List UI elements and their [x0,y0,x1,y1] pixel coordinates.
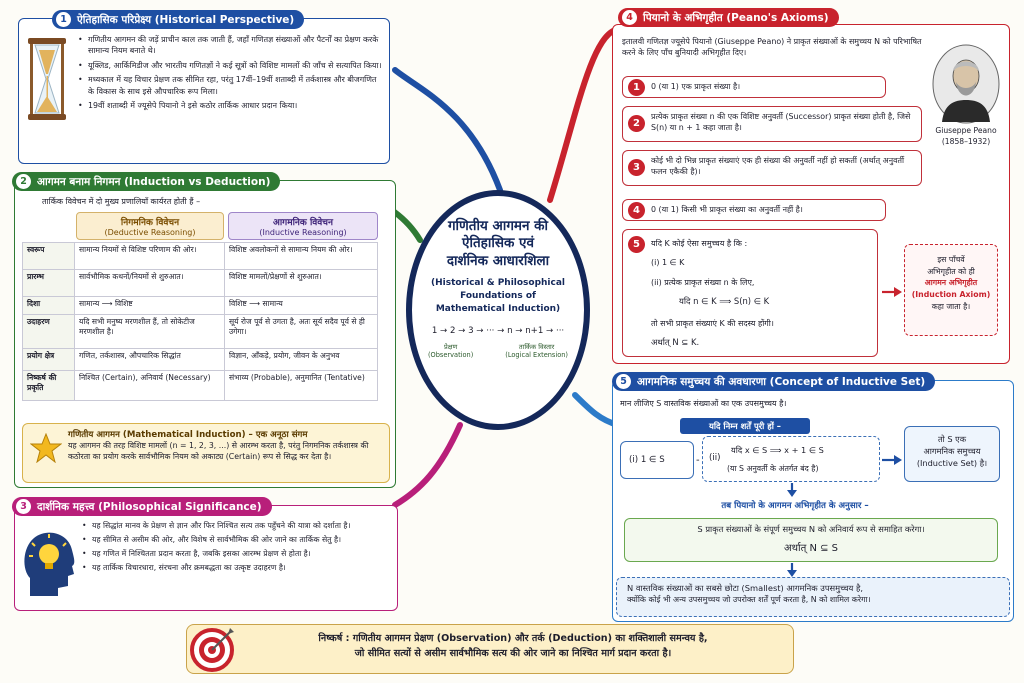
table-row: प्रयोग क्षेत्र गणित, तर्कशास्त्र, औपचारिक सिद्धांत विज्ञान, आँकड़े, प्रयोग, जीवन के अनुभव [23,349,378,371]
comparison-table [22,242,378,401]
conclusion-text: निष्कर्ष : गणितीय आगमन प्रेक्षण (Observation) और तर्क (Deduction) का शक्तिशाली समन्वय है, जो सीमित सत्यों से असीम सार्वभौमिक सत्य की ओर जाने का निश्चित मार्ग प्रदान करता है। [318,633,708,660]
axiom-5-induction: 5 यदि K कोई ऐसा समुच्चय है कि : (i) 1 ∈ K (ii) प्रत्येक प्राकृत संख्या n के लिए, यदि n ∈ K ⟹ S(n) ∈ K तो सभी प्राकृत संख्याएं K की सदस्य होंगी। अर्थात् N ⊆ K. [622,229,878,357]
head-lightbulb-icon [20,526,78,598]
chain-labels: प्रेक्षण (Observation) तार्किक विस्तार (Logical Extension) [427,342,568,359]
table-row: स्वरूप सामान्य नियमों से विशिष्ट परिणाम की ओर। विशिष्ट अवलोकनों से सामान्य नियम की ओर। [23,243,378,270]
axiom-4: 4 0 (या 1) किसी भी प्राकृत संख्या का अनुवर्ती नहीं है। [622,199,886,221]
section-1-header: 1 ऐतिहासिक परिप्रेक्ष्य (Historical Perspective) [52,10,304,29]
list-item: • यह गणित में निश्चितता प्रदान करता है, जबकि इसका आरम्भ प्रेक्षण से होता है। [82,548,392,559]
central-topic [406,190,590,430]
induction-axiom-note: इस पाँचवें अभिगृहीत को ही आगमन अभिगृहीत (Induction Axiom) कहा जाता है। [904,244,998,336]
smallest-inductive-subset: N वास्तविक संख्याओं का सबसे छोटा (Smallest) आगमनिक उपसमुच्चय है, क्योंकि कोई भी अन्य उपसमुच्चय जो उपरोक्त शर्तें पूर्ण करता है, N को शामिल करेगा। [616,577,1010,617]
arrow-down-icon [786,483,798,497]
section-5-header: 5 आगमनिक समुच्चय की अवधारणा (Concept of Inductive Set) [612,372,935,391]
section-2-header: 2 आगमन बनाम निगमन (Induction vs Deduction) [12,172,280,191]
axiom-3: 3 कोई भी दो भिन्न प्राकृत संख्याएं एक ही संख्या की अनुवर्ती नहीं हो सकतीं (अर्थात् अनुवर्ती फलन एकैकी है)। [622,150,922,186]
list-item: • यूक्लिड, आर्किमिडीज और भारतीय गणितज्ञों ने कई सूत्रों को विशिष्ट मामलों की जाँच से सत्यापित किया। [78,60,383,71]
number-chain: 1 → 2 → 3 → ··· → n → n+1 → ··· [431,325,565,336]
target-icon [190,626,236,672]
inductive-column-header: आगमनिक विवेचन (Inductive Reasoning) [228,212,378,240]
portrait-peano-icon [932,44,1000,124]
containment-statement: S प्राकृत संख्याओं के संपूर्ण समुच्चय N को अनिवार्य रूप से समाहित करेगा। अर्थात् N ⊆ S [624,518,998,562]
list-item: • यह सिद्धांत मानव के प्रेक्षण से ज्ञान और फिर निश्चित सत्य तक पहुँचने की यात्रा को दर्शाता है। [82,520,392,531]
then-statement: तब पियानो के आगमन अभिगृहीत के अनुसार – [721,501,869,511]
portrait-caption: Giuseppe Peano (1858–1932) [935,126,997,146]
arrow-right-icon [882,454,902,466]
list-item: • यह तार्किक विचारधारा, संरचना और क्रमबद्धता का उत्कृष्ट उदाहरण है। [82,562,392,573]
historical-bullets [78,34,383,115]
condition-1: (i) 1 ∈ S [620,441,694,479]
section-4-header: 4 पियानो के अभिगृहीत (Peano's Axioms) [618,8,839,27]
table-row: उदाहरण यदि सभी मनुष्य मरणशील हैं, तो सोकेटीज मरणशील है। सूर्य रोज पूर्व से उगता है, अतः सूर्य सदैव पूर्व से ही उगेगा। [23,315,378,349]
list-item: • गणितीय आगमन की जड़ें प्राचीन काल तक जाती हैं, जहाँ गणितज्ञ संख्याओं और पैटर्नों का प्रेक्षण करके सामान्य नियम बनाते थे। [78,34,383,57]
comparison-intro: तार्किक विवेचन में दो मुख्य प्रणालियाँ कार्यरत होती हैं – [42,197,201,206]
list-item: • मध्यकाल में यह विचार प्रेक्षण तक सीमित रहा, परंतु 17वीं–19वीं शताब्दी में तर्कशास्त्र और बीजगणित के विकास के साथ इसे औपचारिक रूप मिला। [78,74,383,97]
list-item: • 19वीं शताब्दी में ज्यूसेपे पियानो ने इसे कठोर तार्किक आधार प्रदान किया। [78,100,383,111]
central-title: गणितीय आगमन की ऐतिहासिक एवं दार्शनिक आधारशिला [446,218,550,269]
inductive-set-intro: मान लीजिए S वास्तविक संख्याओं का एक उपसमुच्चय है। [620,399,787,408]
arrow-right-icon [882,286,902,298]
arrow-down-icon [786,563,798,577]
condition-2: (ii) यदि x ∈ S ⟹ x + 1 ∈ S (या S अनुवर्ती के अंतर्गत बंद है) [702,436,880,482]
table-row: निष्कर्ष की प्रकृति निश्चित (Certain), अनिवार्य (Necessary) संभाव्य (Probable), अनुमानित (Tentative) [23,371,378,401]
table-row: दिशा सामान्य ⟶ विशिष्ट विशिष्ट ⟶ सामान्य [23,297,378,315]
central-subtitle: (Historical & Philosophical Foundations of Mathematical Induction) [430,277,566,314]
philosophical-bullets [82,520,392,577]
star-icon [30,433,62,463]
peano-intro: इतालवी गणितज्ञ ज्यूसेपे पियानो (Giuseppe Peano) ने प्राकृत संख्याओं के समुच्चय N को परिभाषित करने के लिए पाँच बुनियादी अभिगृहीत दिए। [622,37,922,58]
section-3-header: 3 दार्शनिक महत्त्व (Philosophical Significance) [12,497,272,516]
highlight-text: यह आगमन की तरह विशिष्ट मामलों (n = 1, 2, 3, ...) से आरम्भ करता है, परंतु निगमनिक तर्कशास्त्र की कठोरता का प्रयोग करके सार्वभौमिक नियम को अकाट्य (Certain) रूप से सिद्ध कर देता है। [68,441,369,461]
highlight-title: गणितीय आगमन (Mathematical Induction) – एक अनूठा संगम [68,430,308,440]
conditions-banner: यदि निम्न शर्तें पूरी हों – [680,418,810,434]
inductive-set-result: तो S एक आगमनिक समुच्चय (Inductive Set) है। [904,426,1000,482]
axiom-2: 2 प्रत्येक प्राकृत संख्या n की एक विशिष्ट अनुवर्ती (Successor) प्राकृत संख्या होती है, जिसे S(n) या n + 1 कहा जाता है। [622,106,922,142]
condition-separator: - [696,455,700,466]
deductive-column-header: निगमनिक विवेचन (Deductive Reasoning) [76,212,224,240]
table-row: प्रारम्भ सार्वभौमिक कथनों/नियमों से शुरुआत। विशिष्ट मामलों/प्रेक्षणों से शुरुआत। [23,270,378,297]
list-item: • यह सीमित से असीम की ओर, और विशेष से सार्वभौमिक की ओर जाने का तार्किक सेतु है। [82,534,392,545]
axiom-1: 1 0 (या 1) एक प्राकृत संख्या है। [622,76,886,98]
hourglass-icon [26,36,68,122]
